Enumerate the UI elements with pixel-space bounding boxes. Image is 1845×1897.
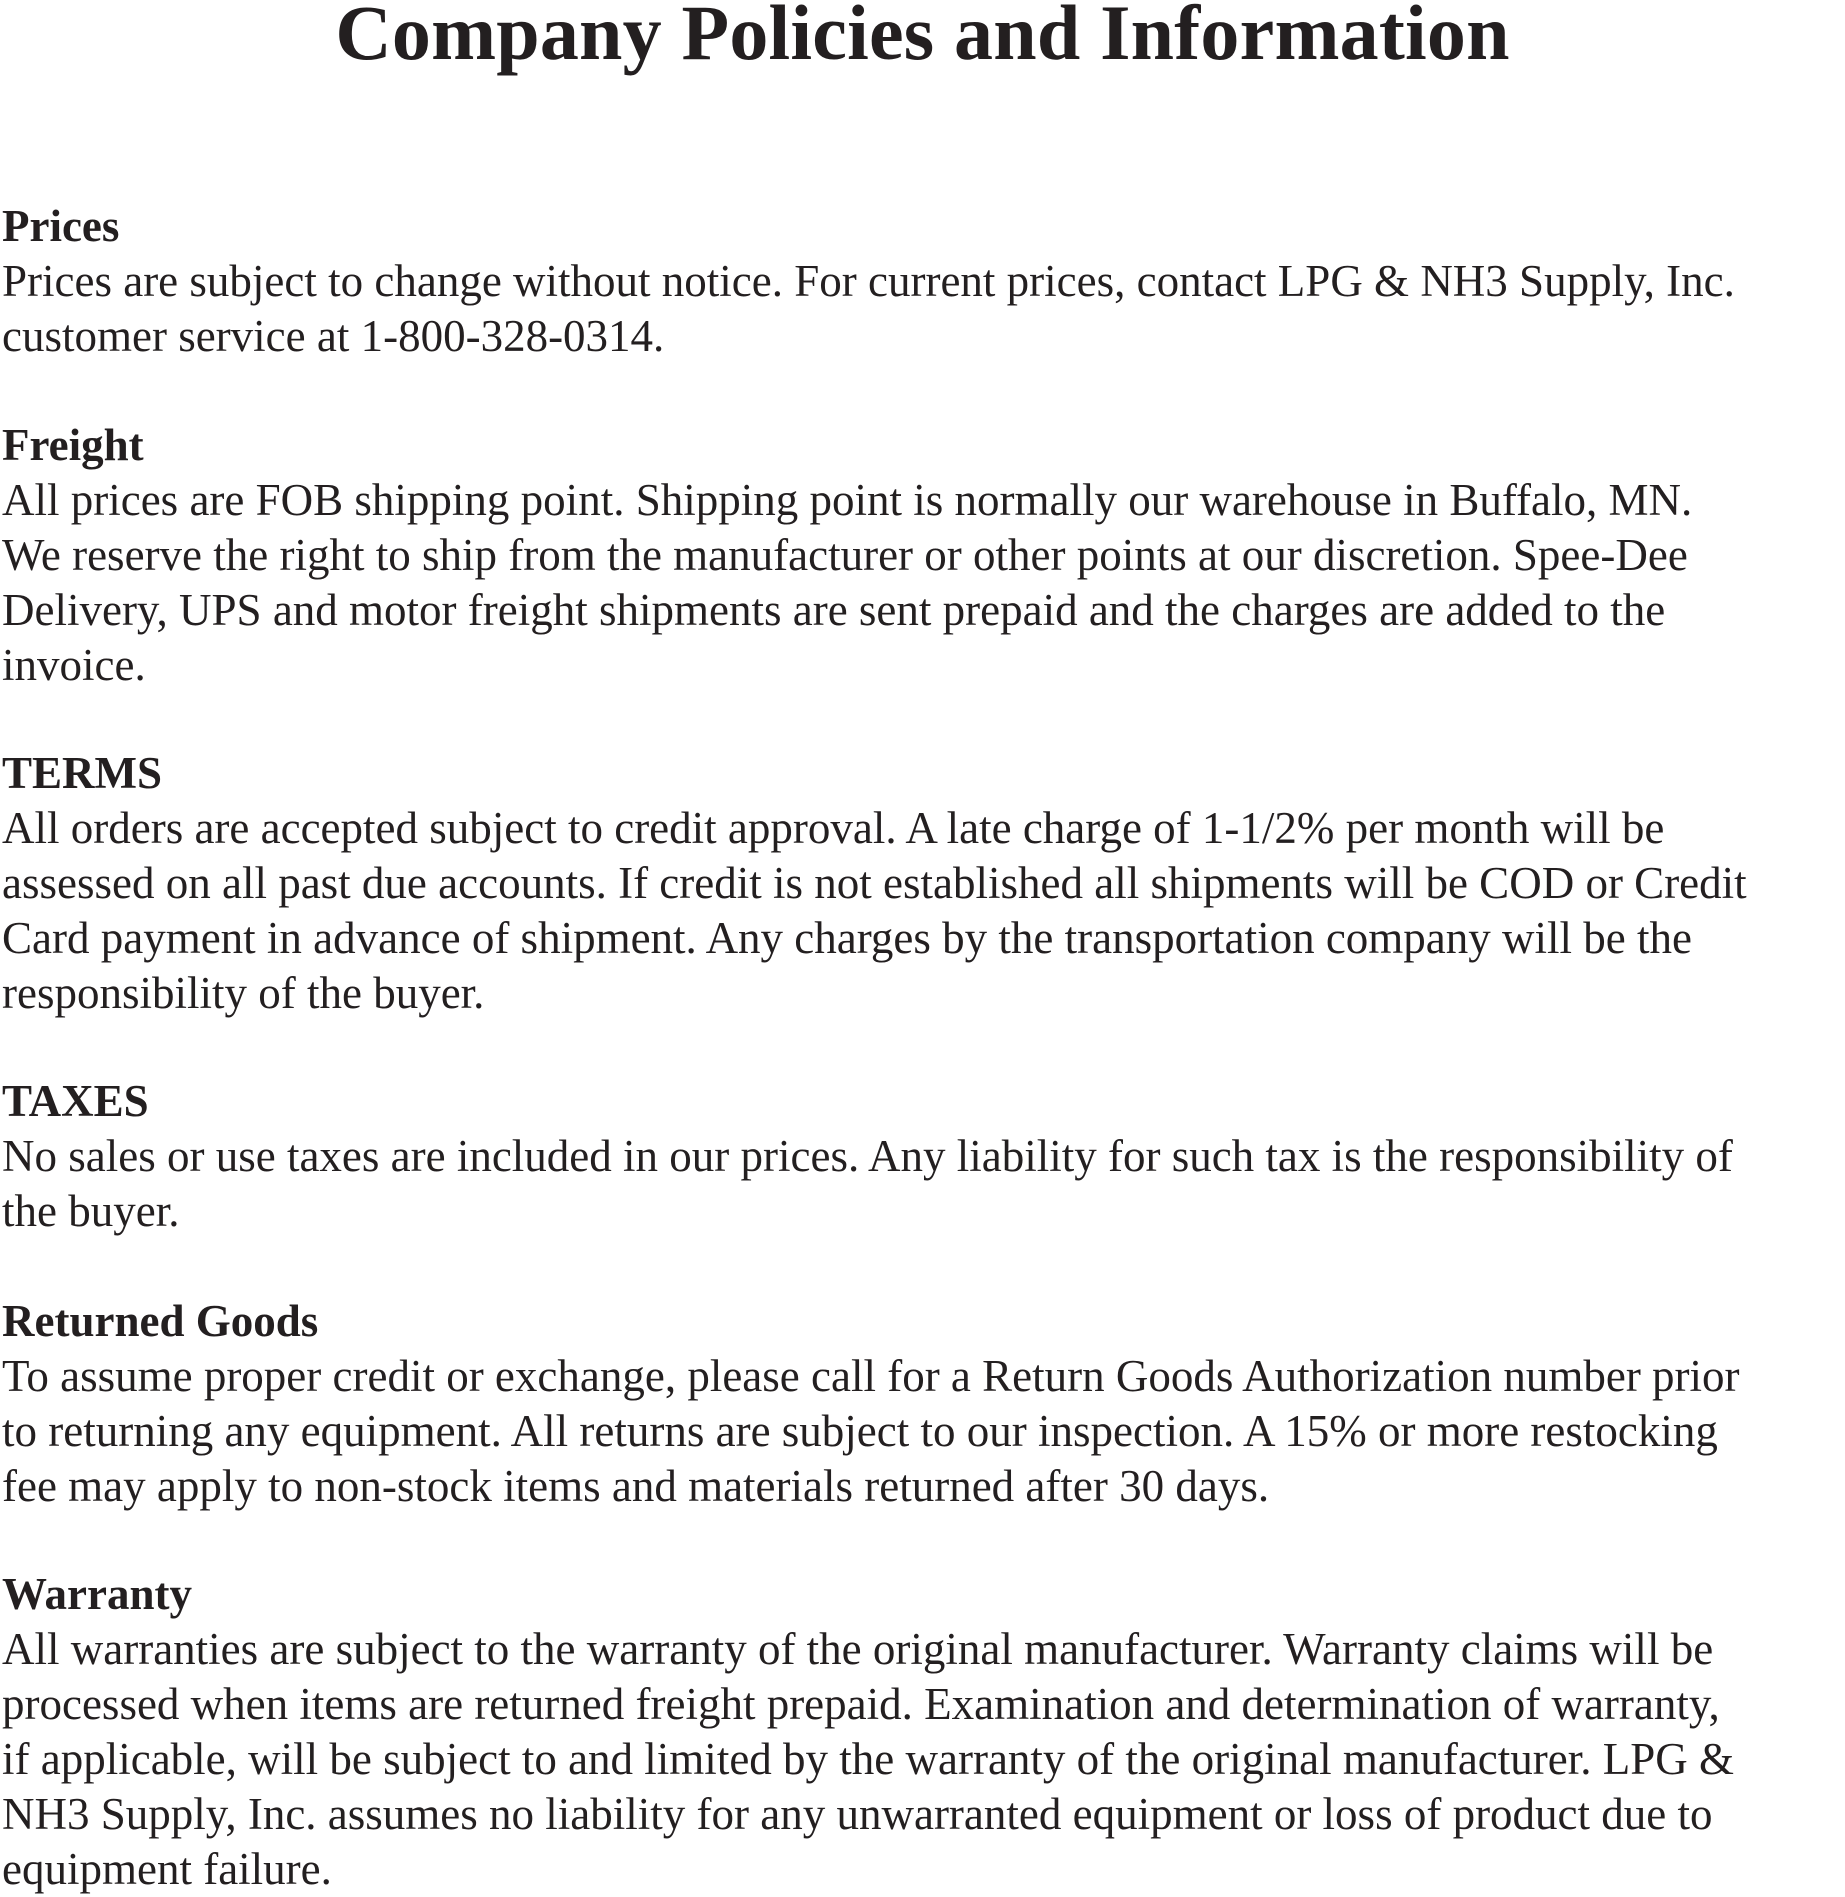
body-line: Card payment in advance of shipment. Any charges by the transportation company will be the bbox=[2, 913, 1692, 963]
body-line: to returning any equipment. All returns are subject to our inspection. A 15% or more restocking bbox=[2, 1406, 1718, 1456]
body-line: responsibility of the buyer. bbox=[2, 968, 485, 1018]
section-heading-warranty: Warranty bbox=[2, 1569, 192, 1619]
section-heading-terms: TERMS bbox=[2, 748, 163, 798]
body-line: if applicable, will be subject to and limited by the warranty of the original manufacturer. LPG & bbox=[2, 1734, 1734, 1784]
body-line: NH3 Supply, Inc. assumes no liability for any unwarranted equipment or loss of product due to bbox=[2, 1789, 1713, 1839]
body-line: We reserve the right to ship from the manufacturer or other points at our discretion. Spee-Dee bbox=[2, 530, 1688, 580]
body-line: assessed on all past due accounts. If credit is not established all shipments will be COD or Credit bbox=[2, 858, 1747, 908]
section-body-prices bbox=[2, 254, 1842, 364]
section-heading-prices: Prices bbox=[2, 201, 120, 251]
section-freight bbox=[2, 418, 1842, 693]
body-line: the buyer. bbox=[2, 1186, 180, 1236]
body-line: To assume proper credit or exchange, please call for a Return Goods Authorization number prior bbox=[2, 1351, 1740, 1401]
section-returned-goods bbox=[2, 1294, 1842, 1514]
section-heading-taxes: TAXES bbox=[2, 1076, 149, 1126]
body-line: All prices are FOB shipping point. Shipping point is normally our warehouse in Buffalo, MN. bbox=[2, 475, 1693, 525]
section-taxes bbox=[2, 1074, 1842, 1239]
section-body-freight bbox=[2, 473, 1842, 693]
body-line: All warranties are subject to the warranty of the original manufacturer. Warranty claims will be bbox=[2, 1624, 1714, 1674]
section-heading-returned-goods: Returned Goods bbox=[2, 1296, 319, 1346]
page-title: Company Policies and Information bbox=[335, 0, 1510, 76]
body-line: fee may apply to non-stock items and materials returned after 30 days. bbox=[2, 1461, 1270, 1511]
body-line: All orders are accepted subject to credit approval. A late charge of 1-1/2% per month will be bbox=[2, 803, 1665, 853]
section-body-warranty bbox=[2, 1622, 1842, 1897]
section-heading-freight: Freight bbox=[2, 420, 144, 470]
body-line: customer service at 1-800-328-0314. bbox=[2, 311, 665, 361]
section-body-taxes bbox=[2, 1129, 1842, 1239]
body-line: processed when items are returned freight prepaid. Examination and determination of warranty, bbox=[2, 1679, 1720, 1729]
body-line: invoice. bbox=[2, 640, 146, 690]
section-body-returned-goods bbox=[2, 1349, 1842, 1514]
body-line: No sales or use taxes are included in our prices. Any liability for such tax is the responsibility of bbox=[2, 1131, 1733, 1181]
body-line: Delivery, UPS and motor freight shipments are sent prepaid and the charges are added to the bbox=[2, 585, 1666, 635]
section-warranty bbox=[2, 1567, 1842, 1897]
section-terms bbox=[2, 746, 1842, 1021]
body-line: Prices are subject to change without notice. For current prices, contact LPG & NH3 Supply, Inc. bbox=[2, 256, 1735, 306]
body-line: equipment failure. bbox=[2, 1844, 332, 1894]
section-prices bbox=[2, 199, 1842, 364]
section-body-terms bbox=[2, 801, 1842, 1021]
